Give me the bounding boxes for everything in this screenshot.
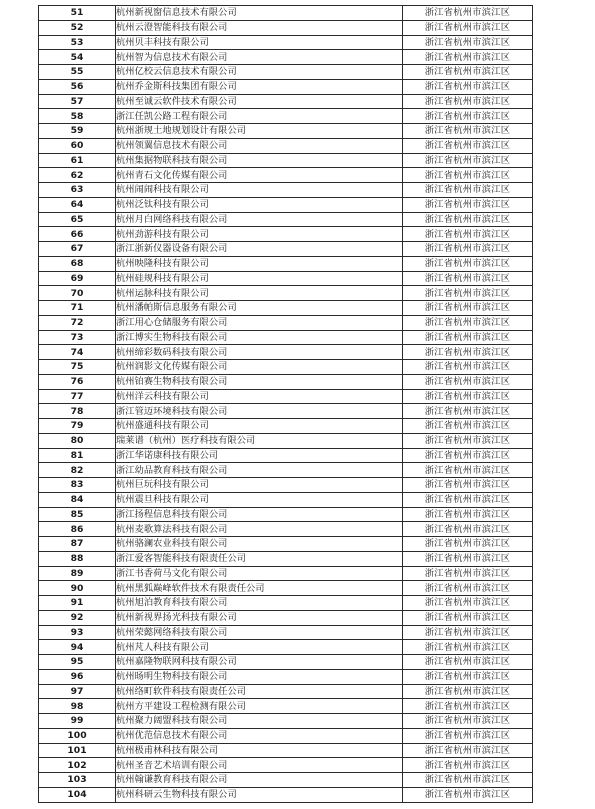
- table-row: [39, 374, 533, 389]
- table-row: [39, 138, 533, 153]
- company-name-cell: 杭州黑狐巅峰软件技术有限责任公司: [116, 581, 403, 596]
- table-row: [39, 153, 533, 168]
- company-name-cell: 浙江书香荷马文化有限公司: [116, 566, 403, 581]
- row-number-cell: 102: [39, 758, 116, 773]
- region-cell: 浙江省杭州市滨江区: [403, 345, 533, 360]
- row-number-cell: 95: [39, 655, 116, 670]
- company-name-cell: 浙江华诺康科技有限公司: [116, 448, 403, 463]
- region-cell: 浙江省杭州市滨江区: [403, 507, 533, 522]
- table-row: [39, 596, 533, 611]
- company-name-cell: 杭州青石文化传媒有限公司: [116, 168, 403, 183]
- company-name-cell: 杭州浙规土地规划设计有限公司: [116, 124, 403, 139]
- region-cell: 浙江省杭州市滨江区: [403, 743, 533, 758]
- row-number-cell: 55: [39, 65, 116, 80]
- row-number-cell: 104: [39, 787, 116, 802]
- table-row: [39, 256, 533, 271]
- company-name-cell: 瑞莱谱（杭州）医疗科技有限公司: [116, 433, 403, 448]
- region-cell: 浙江省杭州市滨江区: [403, 389, 533, 404]
- region-cell: 浙江省杭州市滨江区: [403, 271, 533, 286]
- region-cell: 浙江省杭州市滨江区: [403, 50, 533, 65]
- table-row: [39, 286, 533, 301]
- company-name-cell: 杭州科研云生物科技有限公司: [116, 787, 403, 802]
- region-cell: 浙江省杭州市滨江区: [403, 20, 533, 35]
- company-name-cell: 杭州旭泊教育科技有限公司: [116, 596, 403, 611]
- company-name-cell: 杭州震旦科技有限公司: [116, 492, 403, 507]
- region-cell: 浙江省杭州市滨江区: [403, 138, 533, 153]
- table-row: [39, 640, 533, 655]
- table-row: [39, 330, 533, 345]
- company-name-cell: 杭州硅规科技有限公司: [116, 271, 403, 286]
- row-number-cell: 103: [39, 773, 116, 788]
- region-cell: 浙江省杭州市滨江区: [403, 669, 533, 684]
- company-name-cell: 杭州铂赛生物科技有限公司: [116, 374, 403, 389]
- row-number-cell: 51: [39, 6, 116, 21]
- region-cell: 浙江省杭州市滨江区: [403, 610, 533, 625]
- table-row: [39, 242, 533, 257]
- table-row: [39, 522, 533, 537]
- table-row: [39, 743, 533, 758]
- company-name-cell: 杭州潘帕斯信息服务有限公司: [116, 301, 403, 316]
- company-name-cell: 杭州盛通科技有限公司: [116, 419, 403, 434]
- row-number-cell: 57: [39, 94, 116, 109]
- table-row: [39, 537, 533, 552]
- row-number-cell: 84: [39, 492, 116, 507]
- row-number-cell: 54: [39, 50, 116, 65]
- company-name-cell: 杭州骆澜农业科技有限公司: [116, 537, 403, 552]
- company-name-cell: 杭州领翼信息技术有限公司: [116, 138, 403, 153]
- table-row: [39, 448, 533, 463]
- company-name-cell: 杭州月白网络科技有限公司: [116, 212, 403, 227]
- row-number-cell: 82: [39, 463, 116, 478]
- company-name-cell: 杭州麦歌算法科技有限公司: [116, 522, 403, 537]
- row-number-cell: 66: [39, 227, 116, 242]
- table-row: [39, 65, 533, 80]
- company-name-cell: 杭州闹闹科技有限公司: [116, 183, 403, 198]
- table-row: [39, 625, 533, 640]
- company-name-cell: 杭州云澄智能科技有限公司: [116, 20, 403, 35]
- region-cell: 浙江省杭州市滨江区: [403, 773, 533, 788]
- region-cell: 浙江省杭州市滨江区: [403, 212, 533, 227]
- region-cell: 浙江省杭州市滨江区: [403, 551, 533, 566]
- region-cell: 浙江省杭州市滨江区: [403, 640, 533, 655]
- table-row: [39, 271, 533, 286]
- company-name-cell: 浙江博实生物科技有限公司: [116, 330, 403, 345]
- row-number-cell: 88: [39, 551, 116, 566]
- region-cell: 浙江省杭州市滨江区: [403, 522, 533, 537]
- region-cell: 浙江省杭州市滨江区: [403, 256, 533, 271]
- company-name-cell: 杭州极甫林科技有限公司: [116, 743, 403, 758]
- company-list-body: [39, 6, 533, 803]
- row-number-cell: 97: [39, 684, 116, 699]
- table-row: [39, 168, 533, 183]
- row-number-cell: 77: [39, 389, 116, 404]
- region-cell: 浙江省杭州市滨江区: [403, 478, 533, 493]
- region-cell: 浙江省杭州市滨江区: [403, 728, 533, 743]
- table-row: [39, 551, 533, 566]
- region-cell: 浙江省杭州市滨江区: [403, 197, 533, 212]
- table-row: [39, 227, 533, 242]
- row-number-cell: 83: [39, 478, 116, 493]
- region-cell: 浙江省杭州市滨江区: [403, 6, 533, 21]
- company-name-cell: 浙江幼品教育科技有限公司: [116, 463, 403, 478]
- company-name-cell: 浙江用心仓储服务有限公司: [116, 315, 403, 330]
- row-number-cell: 100: [39, 728, 116, 743]
- row-number-cell: 91: [39, 596, 116, 611]
- table-row: [39, 581, 533, 596]
- row-number-cell: 53: [39, 35, 116, 50]
- company-name-cell: 杭州翰谦教育科技有限公司: [116, 773, 403, 788]
- table-row: [39, 728, 533, 743]
- region-cell: 浙江省杭州市滨江区: [403, 109, 533, 124]
- region-cell: 浙江省杭州市滨江区: [403, 699, 533, 714]
- table-row: [39, 507, 533, 522]
- region-cell: 浙江省杭州市滨江区: [403, 153, 533, 168]
- region-cell: 浙江省杭州市滨江区: [403, 433, 533, 448]
- row-number-cell: 63: [39, 183, 116, 198]
- row-number-cell: 94: [39, 640, 116, 655]
- table-row: [39, 109, 533, 124]
- company-name-cell: 杭州缔彩数码科技有限公司: [116, 345, 403, 360]
- company-name-cell: 杭州洋云科技有限公司: [116, 389, 403, 404]
- region-cell: 浙江省杭州市滨江区: [403, 94, 533, 109]
- table-row: [39, 94, 533, 109]
- table-row: [39, 787, 533, 802]
- company-name-cell: 杭州泛钛科技有限公司: [116, 197, 403, 212]
- table-row: [39, 345, 533, 360]
- row-number-cell: 87: [39, 537, 116, 552]
- company-name-cell: 杭州新视窗信息技术有限公司: [116, 6, 403, 21]
- row-number-cell: 79: [39, 419, 116, 434]
- region-cell: 浙江省杭州市滨江区: [403, 65, 533, 80]
- row-number-cell: 75: [39, 360, 116, 375]
- region-cell: 浙江省杭州市滨江区: [403, 168, 533, 183]
- company-name-cell: 杭州智为信息技术有限公司: [116, 50, 403, 65]
- row-number-cell: 80: [39, 433, 116, 448]
- region-cell: 浙江省杭州市滨江区: [403, 79, 533, 94]
- table-row: [39, 50, 533, 65]
- table-row: [39, 183, 533, 198]
- row-number-cell: 69: [39, 271, 116, 286]
- table-row: [39, 404, 533, 419]
- table-row: [39, 20, 533, 35]
- row-number-cell: 85: [39, 507, 116, 522]
- table-row: [39, 492, 533, 507]
- table-row: [39, 478, 533, 493]
- table-row: [39, 315, 533, 330]
- company-name-cell: 杭州嘉隆物联网科技有限公司: [116, 655, 403, 670]
- row-number-cell: 76: [39, 374, 116, 389]
- company-name-cell: 浙江任凯公路工程有限公司: [116, 109, 403, 124]
- table-row: [39, 79, 533, 94]
- row-number-cell: 92: [39, 610, 116, 625]
- company-name-cell: 浙江爱客智能科技有限责任公司: [116, 551, 403, 566]
- company-name-cell: 杭州芃人科技有限公司: [116, 640, 403, 655]
- row-number-cell: 65: [39, 212, 116, 227]
- row-number-cell: 78: [39, 404, 116, 419]
- table-row: [39, 197, 533, 212]
- row-number-cell: 56: [39, 79, 116, 94]
- table-row: [39, 758, 533, 773]
- row-number-cell: 73: [39, 330, 116, 345]
- region-cell: 浙江省杭州市滨江区: [403, 625, 533, 640]
- company-name-cell: 杭州劲游科技有限公司: [116, 227, 403, 242]
- row-number-cell: 72: [39, 315, 116, 330]
- row-number-cell: 74: [39, 345, 116, 360]
- region-cell: 浙江省杭州市滨江区: [403, 315, 533, 330]
- region-cell: 浙江省杭州市滨江区: [403, 714, 533, 729]
- table-row: [39, 433, 533, 448]
- region-cell: 浙江省杭州市滨江区: [403, 183, 533, 198]
- row-number-cell: 81: [39, 448, 116, 463]
- region-cell: 浙江省杭州市滨江区: [403, 124, 533, 139]
- row-number-cell: 61: [39, 153, 116, 168]
- row-number-cell: 86: [39, 522, 116, 537]
- region-cell: 浙江省杭州市滨江区: [403, 301, 533, 316]
- region-cell: 浙江省杭州市滨江区: [403, 286, 533, 301]
- company-name-cell: 杭州荣懿网络科技有限公司: [116, 625, 403, 640]
- region-cell: 浙江省杭州市滨江区: [403, 596, 533, 611]
- region-cell: 浙江省杭州市滨江区: [403, 758, 533, 773]
- row-number-cell: 70: [39, 286, 116, 301]
- company-name-cell: 杭州新视界扬光科技有限公司: [116, 610, 403, 625]
- row-number-cell: 98: [39, 699, 116, 714]
- company-name-cell: 浙江浙新仪器设备有限公司: [116, 242, 403, 257]
- table-row: [39, 773, 533, 788]
- table-row: [39, 419, 533, 434]
- table-row: [39, 301, 533, 316]
- table-row: [39, 655, 533, 670]
- region-cell: 浙江省杭州市滨江区: [403, 227, 533, 242]
- table-row: [39, 566, 533, 581]
- table-row: [39, 714, 533, 729]
- table-row: [39, 35, 533, 50]
- row-number-cell: 96: [39, 669, 116, 684]
- row-number-cell: 62: [39, 168, 116, 183]
- row-number-cell: 52: [39, 20, 116, 35]
- company-name-cell: 杭州贝丰科技有限公司: [116, 35, 403, 50]
- row-number-cell: 68: [39, 256, 116, 271]
- table-row: [39, 684, 533, 699]
- row-number-cell: 99: [39, 714, 116, 729]
- table-row: [39, 669, 533, 684]
- row-number-cell: 67: [39, 242, 116, 257]
- row-number-cell: 64: [39, 197, 116, 212]
- row-number-cell: 71: [39, 301, 116, 316]
- company-name-cell: 杭州圣音艺术培训有限公司: [116, 758, 403, 773]
- company-name-cell: 杭州集据物联科技有限公司: [116, 153, 403, 168]
- region-cell: 浙江省杭州市滨江区: [403, 35, 533, 50]
- row-number-cell: 58: [39, 109, 116, 124]
- region-cell: 浙江省杭州市滨江区: [403, 242, 533, 257]
- table-row: [39, 610, 533, 625]
- region-cell: 浙江省杭州市滨江区: [403, 463, 533, 478]
- company-name-cell: 杭州乔金斯科技集团有限公司: [116, 79, 403, 94]
- region-cell: 浙江省杭州市滨江区: [403, 581, 533, 596]
- company-name-cell: 杭州至诚云软件技术有限公司: [116, 94, 403, 109]
- row-number-cell: 101: [39, 743, 116, 758]
- company-name-cell: 杭州络町软件科技有限责任公司: [116, 684, 403, 699]
- company-name-cell: 浙江扬程信息科技有限公司: [116, 507, 403, 522]
- table-row: [39, 124, 533, 139]
- table-row: [39, 6, 533, 21]
- company-name-cell: 杭州聚力阔盟科技有限公司: [116, 714, 403, 729]
- company-name-cell: 杭州方平建设工程检测有限公司: [116, 699, 403, 714]
- table-row: [39, 212, 533, 227]
- company-name-cell: 杭州运脉科技有限公司: [116, 286, 403, 301]
- company-list-table: [38, 5, 533, 803]
- table-row: [39, 389, 533, 404]
- region-cell: 浙江省杭州市滨江区: [403, 537, 533, 552]
- region-cell: 浙江省杭州市滨江区: [403, 360, 533, 375]
- table-row: [39, 463, 533, 478]
- row-number-cell: 60: [39, 138, 116, 153]
- row-number-cell: 90: [39, 581, 116, 596]
- company-name-cell: 杭州旸明生物科技有限公司: [116, 669, 403, 684]
- company-name-cell: 浙江管迈环境科技有限公司: [116, 404, 403, 419]
- row-number-cell: 93: [39, 625, 116, 640]
- region-cell: 浙江省杭州市滨江区: [403, 330, 533, 345]
- row-number-cell: 59: [39, 124, 116, 139]
- company-name-cell: 杭州亿校云信息技术有限公司: [116, 65, 403, 80]
- company-name-cell: 杭州润影文化传媒有限公司: [116, 360, 403, 375]
- region-cell: 浙江省杭州市滨江区: [403, 684, 533, 699]
- region-cell: 浙江省杭州市滨江区: [403, 492, 533, 507]
- region-cell: 浙江省杭州市滨江区: [403, 566, 533, 581]
- region-cell: 浙江省杭州市滨江区: [403, 655, 533, 670]
- region-cell: 浙江省杭州市滨江区: [403, 419, 533, 434]
- region-cell: 浙江省杭州市滨江区: [403, 404, 533, 419]
- table-row: [39, 699, 533, 714]
- region-cell: 浙江省杭州市滨江区: [403, 448, 533, 463]
- company-name-cell: 杭州优范信息技术有限公司: [116, 728, 403, 743]
- region-cell: 浙江省杭州市滨江区: [403, 787, 533, 802]
- region-cell: 浙江省杭州市滨江区: [403, 374, 533, 389]
- table-row: [39, 360, 533, 375]
- company-name-cell: 杭州映隆科技有限公司: [116, 256, 403, 271]
- row-number-cell: 89: [39, 566, 116, 581]
- company-name-cell: 杭州巨玩科技有限公司: [116, 478, 403, 493]
